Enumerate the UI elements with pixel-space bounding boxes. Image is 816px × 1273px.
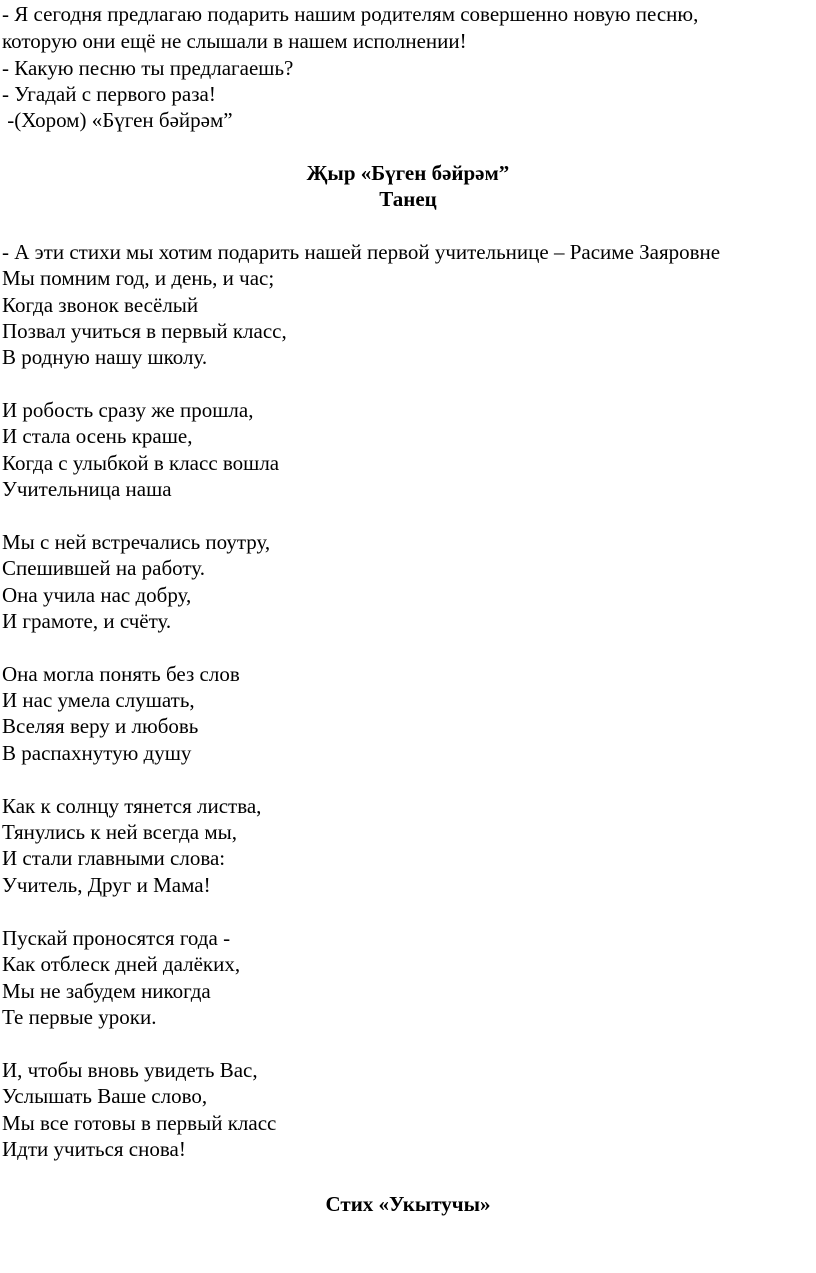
poem-line: Идти учиться снова! — [2, 1137, 186, 1161]
poem-line: И робость сразу же прошла, — [2, 398, 254, 422]
poem-line: Как отблеск дней далёких, — [2, 952, 241, 976]
poem-line: И нас умела слушать, — [2, 688, 195, 712]
dance-heading: Танец — [379, 187, 437, 211]
poem-line: Позвал учиться в первый класс, — [2, 319, 287, 343]
intro-line: - Какую песню ты предлагаешь? — [2, 56, 294, 80]
poem-line: Она могла понять без слов — [2, 662, 240, 686]
poem-heading: Стих «Укытучы» — [325, 1192, 491, 1216]
poem-line: И стала осень краше, — [2, 424, 193, 448]
poem-line: Услышать Ваше слово, — [2, 1084, 208, 1108]
poem-line: В распахнутую душу — [2, 741, 192, 765]
poem-line: Пускай проносятся года - — [2, 926, 231, 950]
poem-line: Учительница наша — [2, 477, 172, 501]
poem-line: Как к солнцу тянется листва, — [2, 794, 262, 818]
dedication-line: - А эти стихи мы хотим подарить нашей первой учительнице – Расиме Заяровне — [2, 240, 721, 264]
poem-line: Когда с улыбкой в класс вошла — [2, 451, 280, 475]
poem-line: В родную нашу школу. — [2, 345, 208, 369]
intro-line: - Угадай с первого раза! — [2, 82, 216, 106]
song-heading: Җыр «Бүген бәйрәм” — [306, 161, 510, 185]
poem-line: Учитель, Друг и Мама! — [2, 873, 211, 897]
poem-line: Вселяя веру и любовь — [2, 714, 199, 738]
poem-line: И, чтобы вновь увидеть Вас, — [2, 1058, 258, 1082]
poem-line: Мы все готовы в первый класс — [2, 1111, 277, 1135]
intro-line: -(Хором) «Бүген бәйрәм” — [2, 108, 233, 132]
poem-line: Тянулись к ней всегда мы, — [2, 820, 238, 844]
poem-line: Спешившей на работу. — [2, 556, 205, 580]
poem-line: Те первые уроки. — [2, 1005, 157, 1029]
intro-line: которую они ещё не слышали в нашем исполнении! — [2, 29, 467, 53]
poem-line: Мы помним год, и день, и час; — [2, 266, 275, 290]
poem-line: Мы с ней встречались поутру, — [2, 530, 271, 554]
poem-line: Когда звонок весёлый — [2, 293, 199, 317]
poem-line: Мы не забудем никогда — [2, 979, 211, 1003]
poem-line: И грамоте, и счёту. — [2, 609, 172, 633]
poem-line: Она учила нас добру, — [2, 583, 192, 607]
intro-line: - Я сегодня предлагаю подарить нашим родителям совершенно новую песню, — [2, 2, 699, 26]
poem-line: И стали главными слова: — [2, 846, 226, 870]
